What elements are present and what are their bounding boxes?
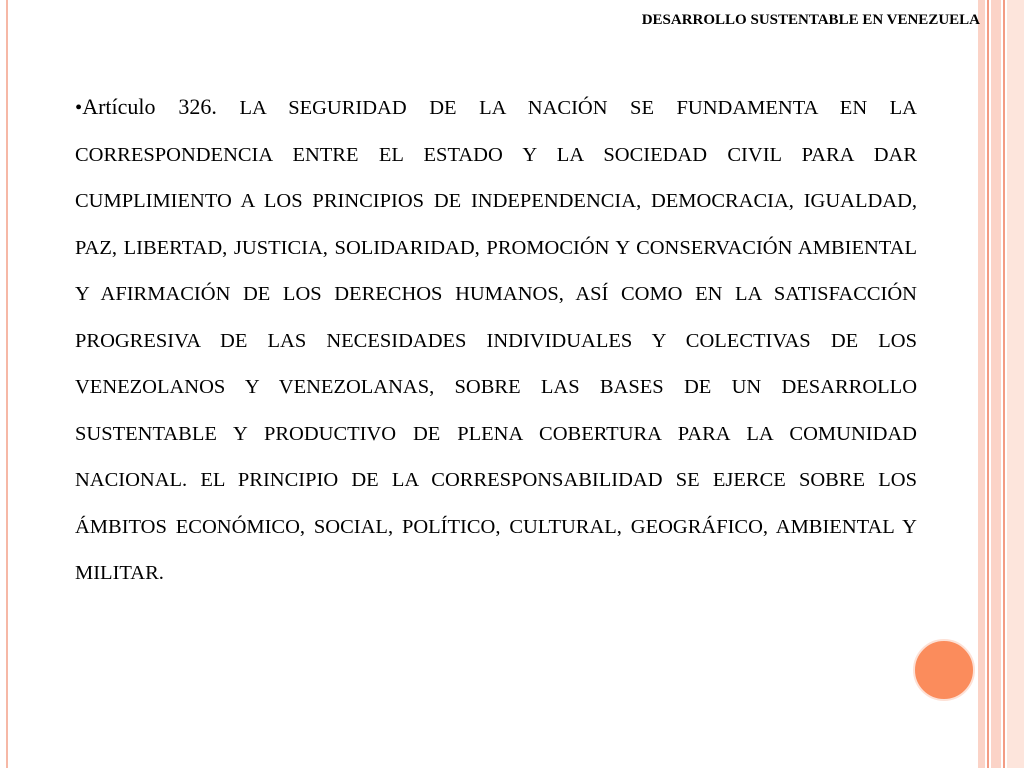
bullet-icon: • (75, 97, 83, 119)
left-border-line (6, 0, 8, 768)
right-decor-stripe (991, 0, 1001, 768)
right-decor-stripe (978, 0, 985, 768)
right-decor-stripe (1003, 0, 1005, 768)
right-decor-stripe (987, 0, 989, 768)
article-paragraph (75, 84, 917, 597)
article-label: Artículo 326. (82, 94, 217, 119)
slide-header-title: DESARROLLO SUSTENTABLE EN VENEZUELA (641, 12, 980, 28)
article-text: LA SEGURIDAD DE LA NACIÓN SE FUNDAMENTA EN LA CORRESPONDENCIA ENTRE EL ESTADO Y LA SOCIEDAD CIVIL PARA DAR CUMPLIMIENTO A LOS PRINCIPIOS DE INDEPENDENCIA, DEMOCRACIA, IGUALDAD, PAZ, LIBERTAD, JUSTICIA, SOLIDARIDAD, PROMOCIÓN Y CONSERVACIÓN AMBIENTAL Y AFIRMACIÓN DE LOS DERECHOS HUMANOS, ASÍ COMO EN LA SATISFACCIÓN PROGRESIVA DE LAS NECESIDADES INDIVIDUALES Y COLECTIVAS DE LOS VENEZOLANOS Y VENEZOLANAS, SOBRE LAS BASES DE UN DESARROLLO SUSTENTABLE Y PRODUCTIVO DE PLENA COBERTURA PARA LA COMUNIDAD NACIONAL. EL PRINCIPIO DE LA CORRESPONSABILIDAD SE EJERCE SOBRE LOS ÁMBITOS ECONÓMICO, SOCIAL, POLÍTICO, CULTURAL, GEOGRÁFICO, AMBIENTAL Y MILITAR. (75, 97, 917, 584)
orange-circle-decoration (913, 639, 975, 701)
right-decor-stripe (1007, 0, 1024, 768)
